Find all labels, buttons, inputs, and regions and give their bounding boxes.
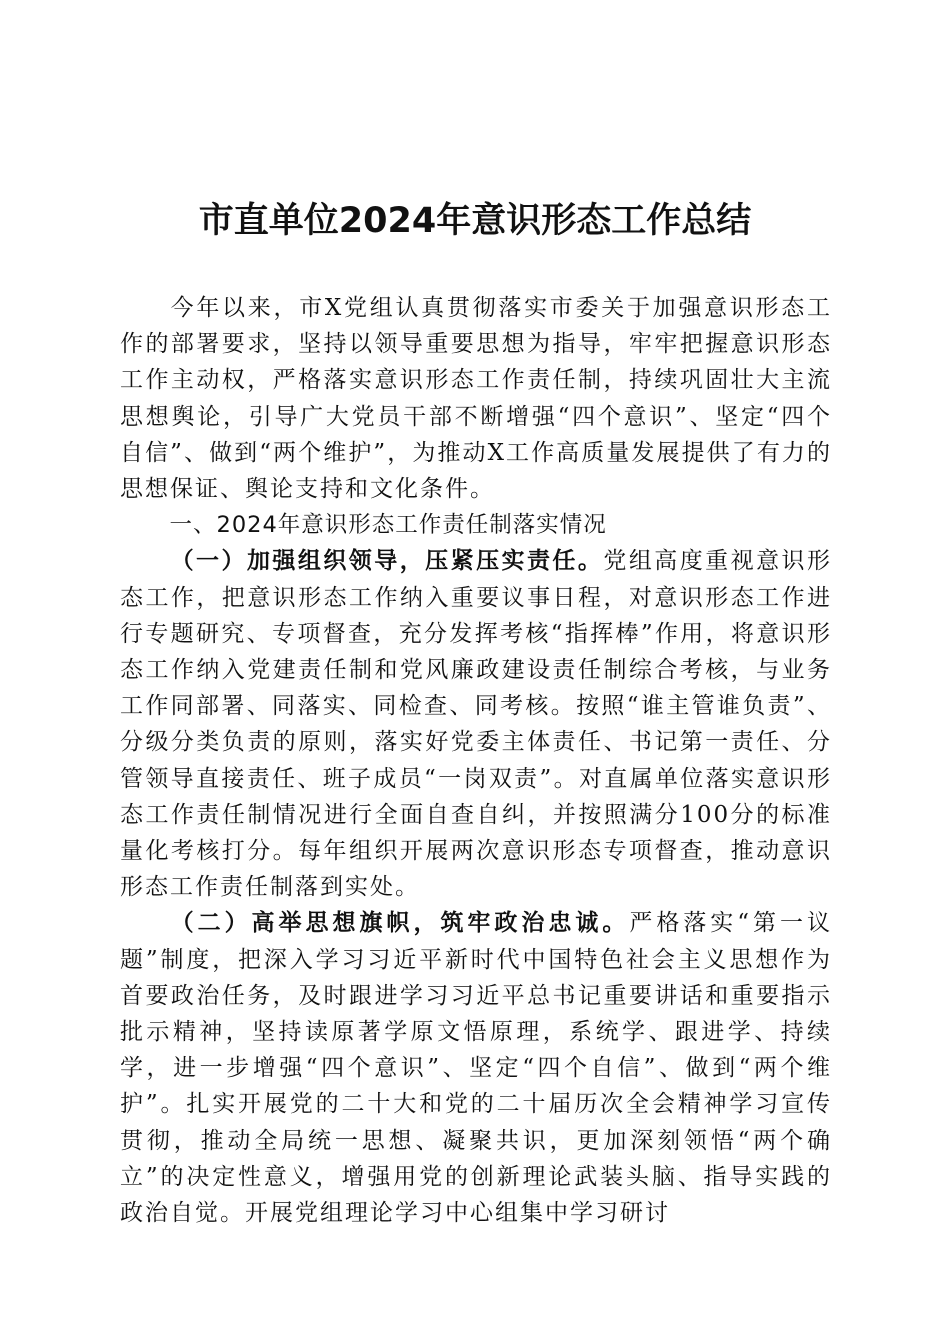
document-title: 市直单位2024年意识形态工作总结 <box>198 201 752 241</box>
subsection-text-1: 党组高度重视意识形态工作，把意识形态工作纳入重要议事日程，对意识形态工作进行专题研究、专项督查，充分发挥考核“指挥棒”作用，将意识形态工作纳入党建责任制和党风廉政建设责任制综合考核，与业务工作同部署、同落实、同检查、同考核。按照“谁主管谁负责”、分级分类负责的原则，落实好党委主体责任、书记第一责任、分管领导直接责任、班子成员“一岗双责”。对直属单位落实意识形态工作责任制情况进行全面自查自纠，并按照满分100分的标准量化考核打分。每年组织开展两次意识形态专项督查，推动意识形态工作责任制落到实处。 <box>120 548 833 901</box>
subsection-paragraph-1 <box>120 543 832 905</box>
subsection-paragraph-2 <box>120 905 832 1231</box>
subsection-text-2: 严格落实“第一议题”制度，把深入学习习近平新时代中国特色社会主义思想作为首要政治任务，及时跟进学习习近平总书记重要讲话和重要指示批示精神，坚持读原著学原文悟原理，系统学、跟进学、持续学，进一步增强“四个意识”、坚定“四个自信”、做到“两个维护”。扎实开展党的二十大和党的二十届历次全会精神学习宣传贯彻，推动全局统一思想、凝聚共识，更加深刻领悟“两个确立”的决定性意义，增强用党的创新理论武装头脑、指导实践的政治自觉。开展党组理论学习中心组集中学习研讨 <box>120 910 832 1227</box>
subsection-heading-2: （二）高举思想旗帜，筑牢政治忠诚。 <box>170 910 630 937</box>
document-body <box>120 290 832 1231</box>
intro-paragraph: 今年以来，市X党组认真贯彻落实市委关于加强意识形态工作的部署要求，坚持以领导重要思想为指导，牢牢把握意识形态工作主动权，严格落实意识形态工作责任制，持续巩固壮大主流思想舆论，引导广大党员干部不断增强“四个意识”、坚定“四个自信”、做到“两个维护”，为推动X工作高质量发展提供了有力的思想保证、舆论支持和文化条件。 <box>120 295 832 503</box>
section-heading-1: 一、2024年意识形态工作责任制落实情况 <box>169 512 607 539</box>
subsection-heading-1: （一）加强组织领导，压紧压实责任。 <box>170 548 604 575</box>
